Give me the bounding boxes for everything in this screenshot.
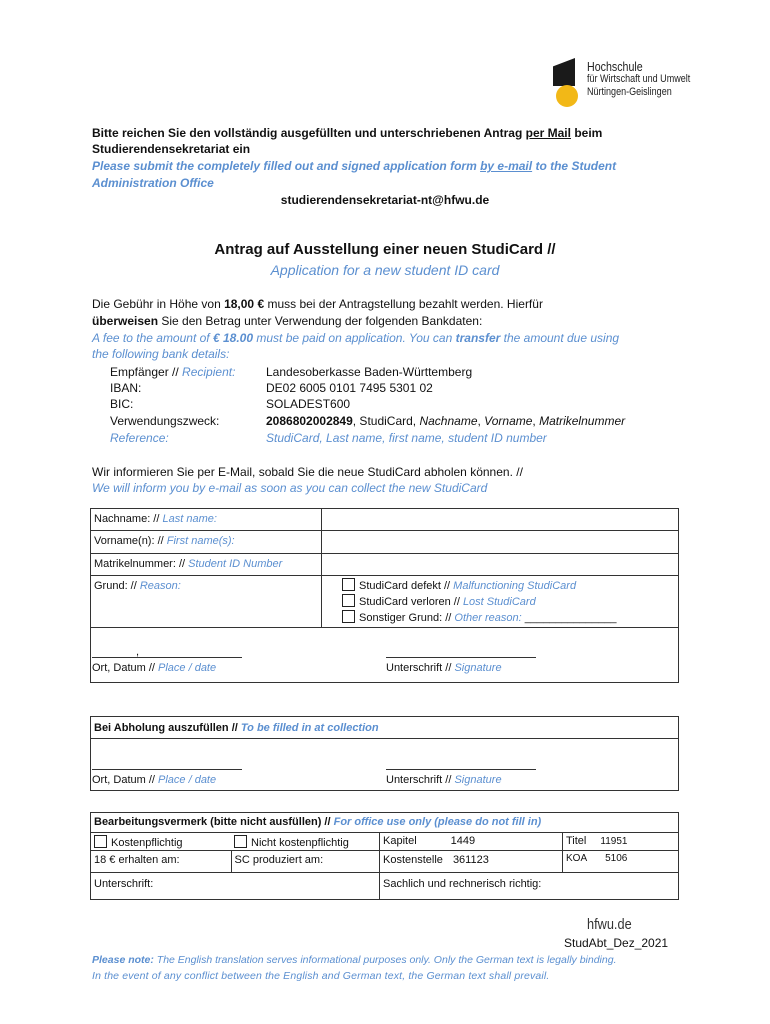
intro-en-mail: by e-mail (480, 159, 533, 173)
kst-cell (380, 851, 563, 873)
fee-amount-en: € 18.00 (212, 331, 254, 345)
received-label: 18 € erhalten am: (94, 854, 180, 866)
other-checkbox[interactable] (342, 610, 355, 623)
reason-option-defect[interactable] (342, 578, 675, 594)
collection-header (91, 717, 679, 739)
place-label-en: Place / date (158, 662, 217, 674)
bank-reference-value: StudiCard, Last name, first name, student ID number (266, 431, 547, 445)
fee-checkbox-cell (91, 833, 232, 851)
lost-checkbox[interactable] (342, 594, 355, 607)
note-text1: The English translation serves informational purposes only. Only the German text is legally binding. (153, 954, 617, 966)
opt2-label-en: Lost StudiCard (462, 596, 536, 608)
reason-label-cell (91, 576, 322, 628)
office-header (91, 813, 679, 833)
fee-de-line1 (92, 296, 543, 312)
unterschrift-label: Unterschrift: (94, 878, 154, 890)
sachlich-label: Sachlich und rechnerisch richtig: (383, 878, 542, 890)
nicht-kostenpflichtig-label: Nicht kostenpflichtig (251, 837, 349, 849)
bank-reference-label: Reference: (110, 431, 169, 445)
defect-checkbox[interactable] (342, 578, 355, 591)
purpose-part-d: Vorname (484, 414, 533, 428)
lastname-label-en: Last name: (162, 513, 217, 525)
purpose-part-a: , StudiCard, (352, 414, 420, 428)
koa-label: KOA (566, 853, 588, 864)
intro-de-text: Bitte reichen Sie den vollständig ausgefüllten und unterschriebenen Antrag (92, 126, 526, 140)
fee-de-text2: muss bei der Antragstellung bezahlt werden. Hierfür (264, 297, 543, 311)
footer-note-line2: In the event of any conflict between the English and German text, the German text shall prevail. (92, 970, 550, 982)
fee-de-line2 (92, 313, 482, 329)
opt2-label: StudiCard verloren // (359, 596, 463, 608)
koa-cell (563, 851, 679, 873)
collection-place-line[interactable] (92, 769, 242, 770)
hfwu-wordmark: hfwu.de (587, 916, 632, 933)
kst-value: 361123 (452, 854, 489, 866)
lastname-label-cell (91, 509, 322, 531)
place-date-comma: , (136, 646, 140, 658)
logo-line1: Hochschule (587, 59, 643, 74)
received-cell[interactable] (91, 851, 232, 873)
free-checkbox-cell (231, 833, 380, 851)
opt1-label: StudiCard defekt // (359, 580, 454, 592)
fee-en-text3: the amount due using (500, 331, 620, 345)
sc-cell[interactable] (231, 851, 380, 873)
bank-bic-value: SOLADEST600 (266, 397, 351, 411)
titel-label: Titel (566, 835, 587, 847)
signature-line[interactable] (386, 657, 536, 658)
place-date-label (92, 662, 216, 674)
kapitel-cell (380, 833, 563, 851)
place-date-line[interactable] (92, 657, 242, 658)
firstname-label: Vorname(n): // (94, 535, 167, 547)
c-sig-de: Unterschrift // (386, 774, 455, 786)
koa-value: 5106 (605, 853, 628, 864)
reason-label: Grund: // (94, 580, 140, 592)
purpose-part-f: Matrikelnummer (539, 414, 626, 428)
titel-value: 11951 (600, 836, 628, 847)
intro-de-line2: Studierendensekretariat ein (92, 142, 251, 156)
reason-label-en: Reason: (139, 580, 181, 592)
firstname-label-en: First name(s): (166, 535, 235, 547)
intro-en-line1 (92, 158, 616, 174)
university-logo (553, 58, 693, 114)
logo-line3: Nürtingen-Geislingen (587, 86, 672, 98)
firstname-field[interactable] (322, 531, 679, 554)
bank-bic-label: BIC: (110, 397, 134, 411)
matric-label-en: Student ID Number (188, 558, 283, 570)
reason-option-lost[interactable] (342, 594, 675, 610)
fee-de-text3: Sie den Betrag unter Verwendung der folgenden Bankdaten: (158, 314, 483, 328)
kostenpflichtig-label: Kostenpflichtig (111, 837, 183, 849)
fee-en-text: A fee to the amount of (92, 331, 213, 345)
intro-de-beim: beim (570, 126, 603, 140)
fee-en-line2: the following bank details: (92, 347, 230, 361)
office-head-en: For office use only (please do not fill in) (333, 816, 542, 828)
place-label-de: Ort, Datum // (92, 662, 159, 674)
fee-de-text: Die Gebühr in Höhe von (92, 297, 225, 311)
opt3-label-en: Other reason: (454, 612, 522, 624)
fee-transfer-en: transfer (455, 331, 501, 345)
inform-en: We will inform you by e-mail as soon as you can collect the new StudiCard (92, 481, 488, 495)
email-address[interactable]: studierendensekretariat-nt@hfwu.de (280, 193, 490, 207)
intro-en-line2: Administration Office (92, 176, 214, 190)
titel-cell (563, 833, 679, 851)
logo-mark-bar (553, 58, 575, 86)
collection-head-en: To be filled in at collection (240, 722, 379, 734)
kapitel-label: Kapitel (383, 835, 417, 847)
office-use-form (90, 812, 679, 900)
purpose-part-c: , (477, 414, 485, 428)
fee-en-text2: must be paid on application. You can (253, 331, 456, 345)
bank-recipient-label (110, 364, 235, 380)
collection-place-label (92, 774, 216, 786)
sc-label: SC produziert am: (234, 854, 324, 866)
nicht-kostenpflichtig-checkbox[interactable] (234, 835, 247, 848)
fee-transfer-de: überweisen (92, 314, 159, 328)
title-en: Application for a new student ID card (270, 262, 500, 278)
doc-reference: StudAbt_Dez_2021 (564, 936, 669, 950)
office-head-de: Bearbeitungsvermerk (bitte nicht ausfüllen) // (94, 816, 334, 828)
intro-en-student: to the Student (532, 159, 617, 173)
logo-line2: für Wirtschaft und Umwelt (587, 73, 691, 85)
purpose-number: 2086802002849 (266, 414, 353, 428)
kst-label: Kostenstelle (383, 854, 443, 866)
collection-signature-line[interactable] (386, 769, 536, 770)
fee-amount: 18,00 € (224, 297, 265, 311)
signature-label (386, 662, 502, 674)
reason-options-cell (322, 576, 679, 628)
matric-label-cell (91, 554, 322, 576)
unterschrift-cell[interactable] (91, 873, 380, 900)
recipient-label-en: Recipient: (182, 365, 236, 379)
intro-en-text: Please submit the completely filled out and signed application form (92, 159, 481, 173)
bank-recipient-value: Landesoberkasse Baden-Württemberg (266, 365, 473, 379)
recipient-label-de: Empfänger // (110, 365, 183, 379)
lastname-field[interactable] (322, 509, 679, 531)
c-place-en: Place / date (158, 774, 217, 786)
lastname-label: Nachname: // (94, 513, 163, 525)
bank-purpose-value (266, 413, 625, 429)
logo-mark-dot (556, 85, 578, 107)
bank-iban-label: IBAN: (110, 381, 142, 395)
footer-note-line1 (92, 952, 616, 968)
firstname-label-cell (91, 531, 322, 554)
sig-label-en: Signature (454, 662, 502, 674)
logo-text (587, 60, 690, 99)
intro-de-line1 (92, 125, 602, 141)
c-place-de: Ort, Datum // (92, 774, 159, 786)
collection-signature-label (386, 774, 502, 786)
purpose-part-b: Nachname (419, 414, 478, 428)
signature-row (91, 628, 679, 683)
bank-purpose-label: Verwendungszweck: (110, 414, 220, 428)
opt3-label: Sonstiger Grund: // (359, 612, 455, 624)
sachlich-cell[interactable] (380, 873, 679, 900)
matric-field[interactable] (322, 554, 679, 576)
purpose-part-e: , (532, 414, 540, 428)
collection-head-de: Bei Abholung auszufüllen // (94, 722, 241, 734)
title-de: Antrag auf Ausstellung einer neuen StudiCard // (214, 241, 556, 258)
c-sig-en: Signature (454, 774, 502, 786)
inform-de: Wir informieren Sie per E-Mail, sobald Sie die neue StudiCard abholen können. // (92, 465, 523, 479)
sig-label-de: Unterschrift // (386, 662, 455, 674)
opt1-label-en: Malfunctioning StudiCard (453, 580, 577, 592)
fee-en-line1 (92, 330, 619, 346)
kostenpflichtig-checkbox[interactable] (94, 835, 107, 848)
bank-iban-value: DE02 6005 0101 7495 5301 02 (266, 381, 433, 395)
reason-option-other[interactable] (342, 610, 675, 626)
intro-de-mail: per Mail (525, 126, 571, 140)
kapitel-value: 1449 (450, 835, 476, 847)
note-label: Please note: (92, 954, 154, 966)
matric-label: Matrikelnummer: // (94, 558, 189, 570)
other-reason-blank[interactable]: _______________ (521, 612, 617, 624)
